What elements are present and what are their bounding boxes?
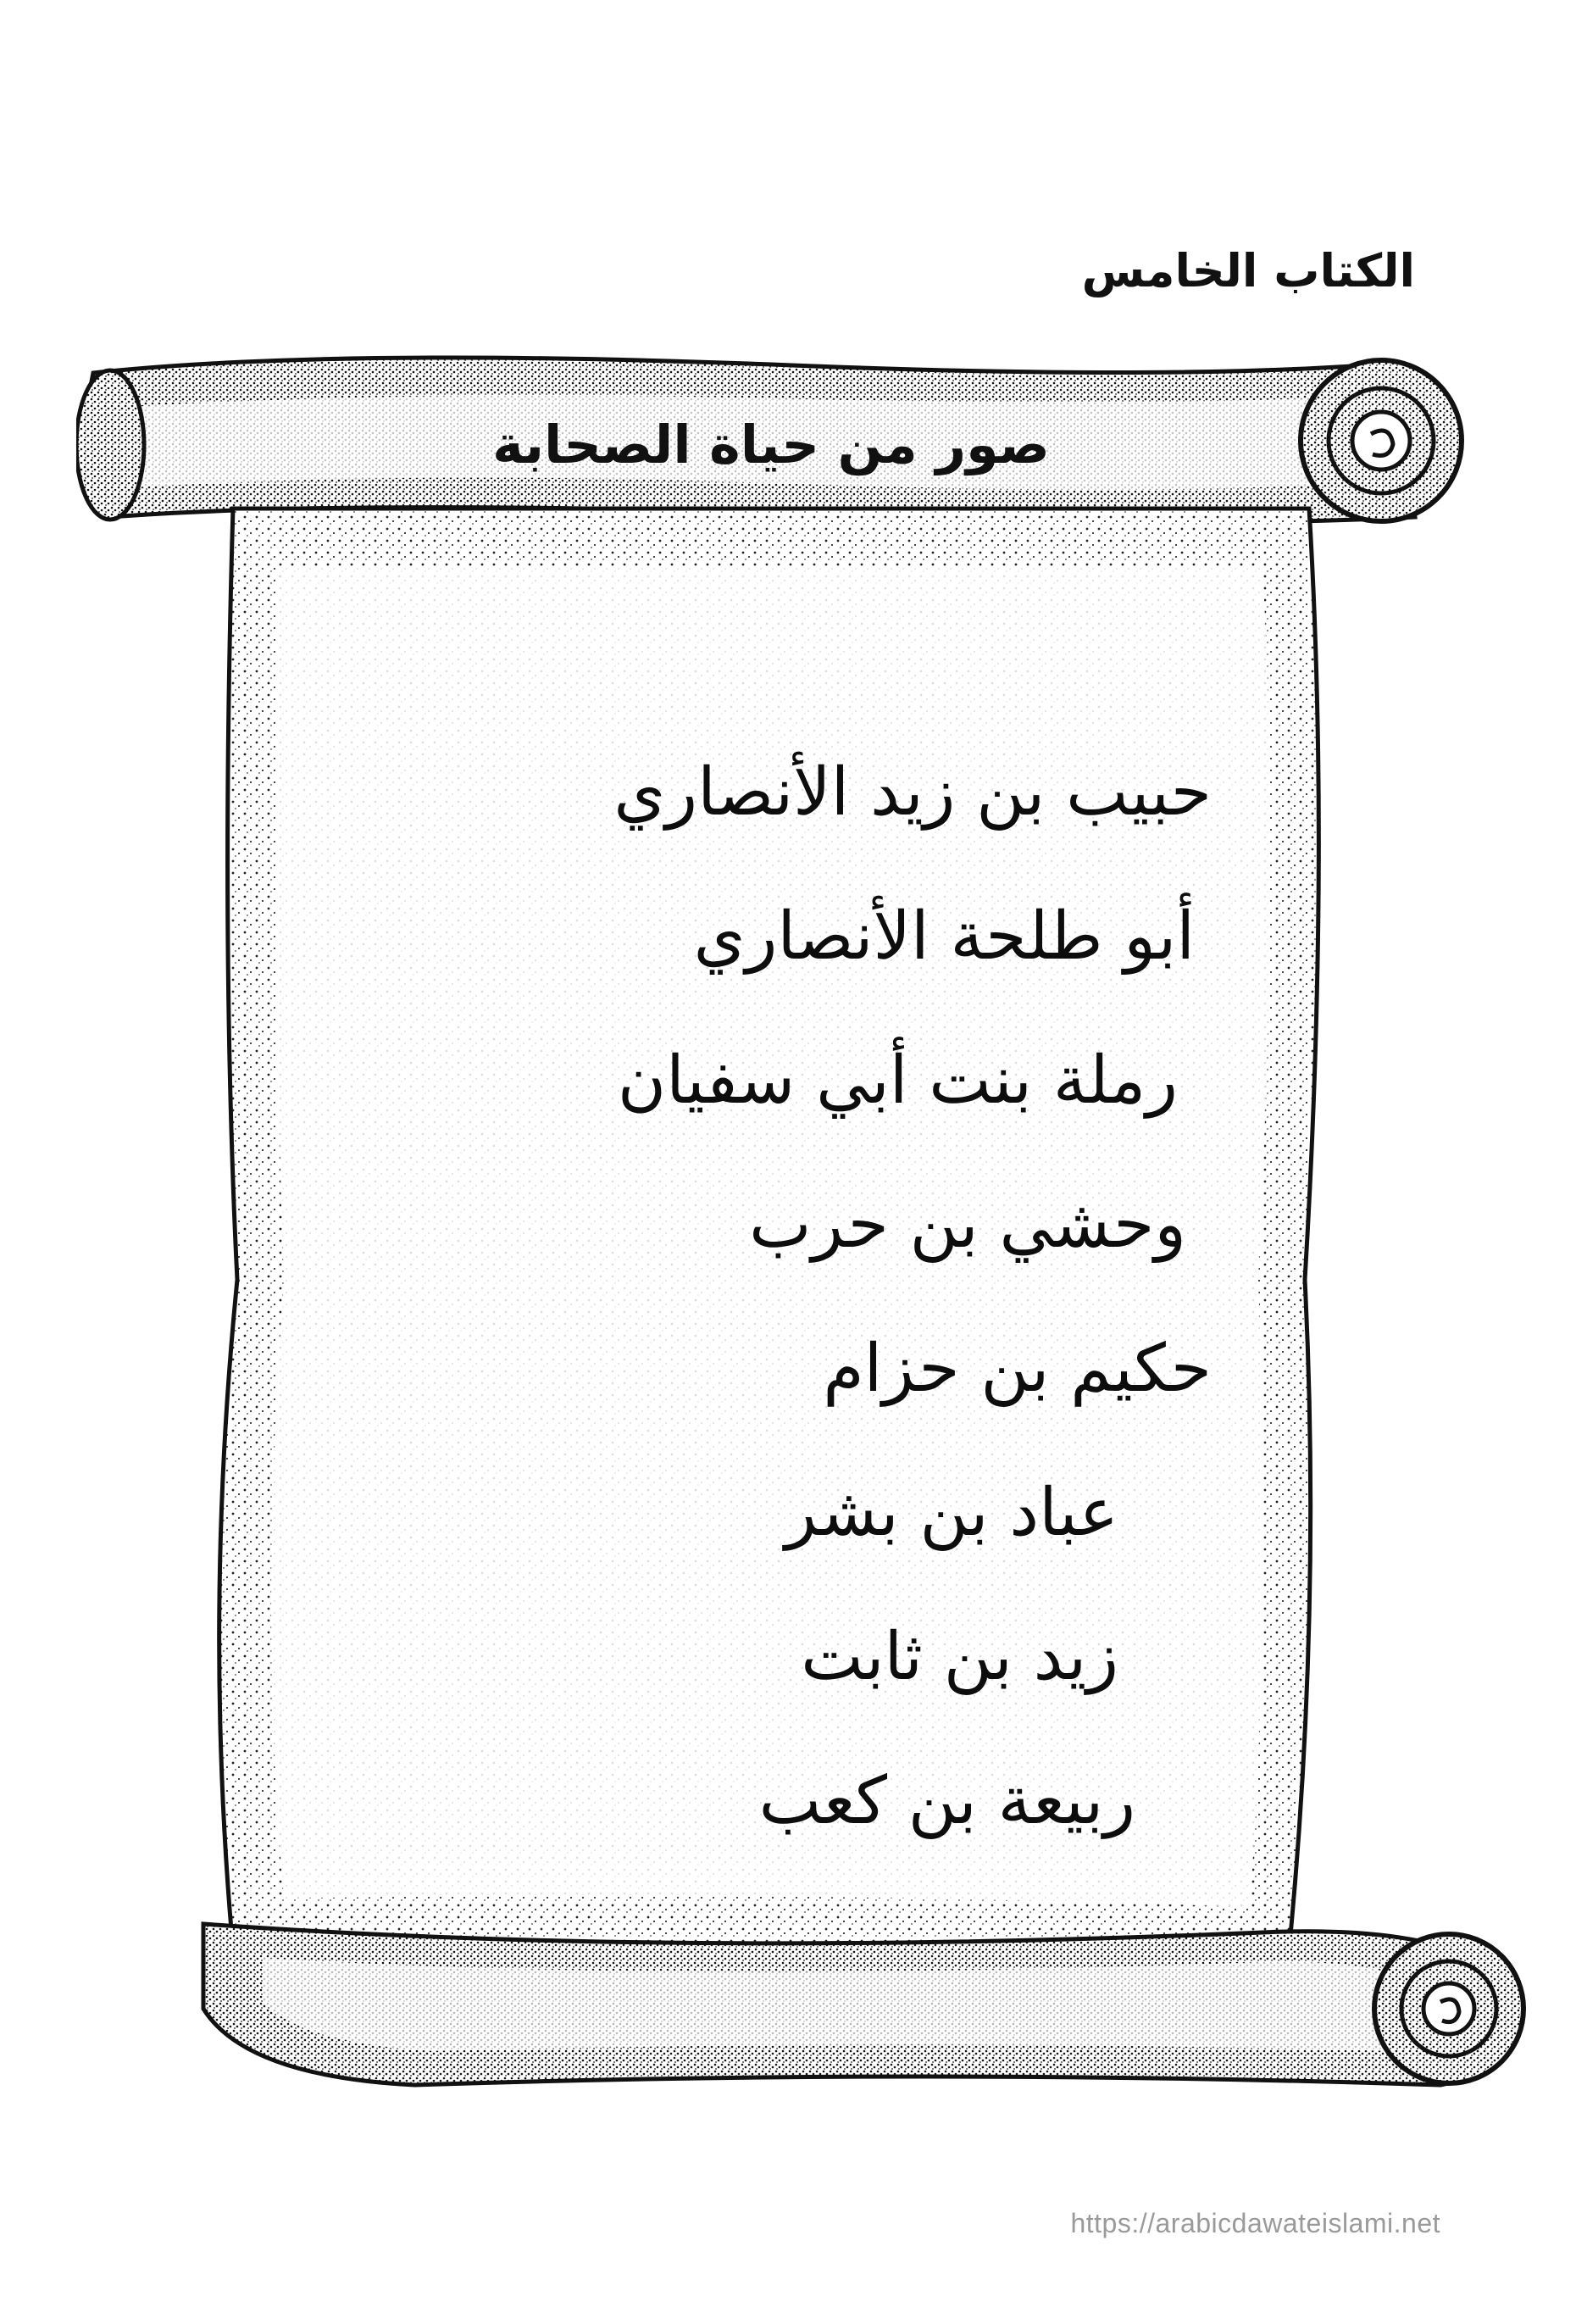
list-item: وحشي بن حرب bbox=[749, 1187, 1186, 1263]
book-label: الكتاب الخامس bbox=[1081, 244, 1415, 297]
bottom-scroll-spiral bbox=[1374, 1934, 1523, 2083]
top-scroll-spiral bbox=[1301, 360, 1462, 521]
watermark-url: https://arabicdawateislami.net bbox=[1070, 2208, 1440, 2238]
parchment-scroll bbox=[76, 347, 1534, 2110]
list-item: حكيم بن حزام bbox=[823, 1331, 1212, 1407]
scroll-title: صور من حياة الصحابة bbox=[492, 414, 1050, 475]
top-left-roll-end bbox=[76, 370, 144, 520]
list-item: عباد بن بشر bbox=[785, 1475, 1118, 1551]
companion-name-list bbox=[398, 720, 1212, 1873]
list-item: ربيعة بن كعب bbox=[758, 1763, 1135, 1839]
list-item: أبو طلحة الأنصاري bbox=[693, 898, 1195, 975]
list-item: زيد بن ثابت bbox=[801, 1619, 1118, 1695]
list-item: حبيب بن زيد الأنصاري bbox=[613, 754, 1212, 831]
list-item: رملة بنت أبي سفيان bbox=[617, 1042, 1178, 1119]
